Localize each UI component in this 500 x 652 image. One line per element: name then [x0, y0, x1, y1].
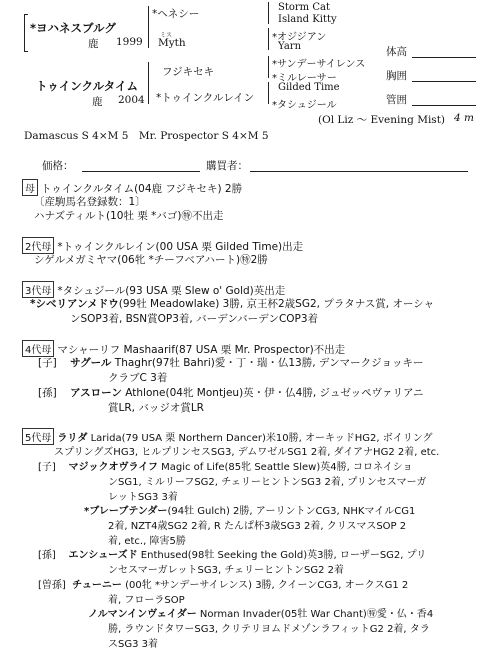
- bracket-line: [148, 6, 149, 48]
- sire-name: *ヨハネスブルグ: [30, 21, 116, 35]
- g5-child-1-cont: ンSG1, ミルリーフSG2, チェリーヒントンSG3 2着, プリンセスマーガ: [108, 477, 427, 488]
- girth-underline: [412, 81, 476, 82]
- height-label: 体高: [386, 46, 407, 58]
- cannon-label: 管囲: [386, 94, 407, 106]
- g4-child-1: [子] サグール Thaghr(97牡 Bahri)愛・丁・瑞・仏13勝, デンマークジョッキー: [38, 357, 424, 369]
- g4-child-2-cont: 賞LR, バッジオ賞LR: [108, 402, 204, 414]
- g4-ancestor: Storm Cat: [278, 2, 330, 13]
- g4-ancestor: *サンデーサイレンス: [272, 59, 366, 70]
- g4-ancestor: Island Kitty: [278, 14, 337, 25]
- g5-child-2-cont: 2着, NZT4歳SG2 2着, R たんぱ杯3歳SG3 2着, クリスマスSOP 2: [108, 521, 407, 532]
- height-underline: [412, 57, 476, 58]
- sire-sire: *ヘネシー: [152, 8, 200, 20]
- section-tag: 2代母: [22, 237, 54, 254]
- g4-child-1-cont: クラブC 3着: [108, 372, 168, 384]
- dam-line-3: ハナズティルト(10牡 栗 *バゴ)㊕不出走: [34, 210, 224, 222]
- section-tag: 5代母: [22, 428, 54, 445]
- inbreeding: Damascus S 4×M 5 Mr. Prospector S 4×M 5: [24, 130, 269, 142]
- g4-ancestor: *オジジアン: [272, 32, 327, 43]
- price-label: 価格：: [42, 160, 74, 172]
- g2-line-2: シゲルメガミヤマ(06牝 *チーフベアハート)㊕2勝: [34, 254, 268, 266]
- bracket-line: [24, 14, 25, 51]
- g5-child-1: [子] マジックオヴライフ Magic of Life(85牝 Seattle Slew)英4勝, コロネイショ: [38, 462, 413, 473]
- price-underline: [82, 171, 200, 172]
- g3-line-2: *シベリアンメドウ(99牡 Meadowlake) 3勝, 京王杯2歳SG2, プラタナス賞, オーシャ: [30, 298, 435, 310]
- g4-child-2: [孫] アスローン Athlone(04牝 Montjeu)英・伊・仏4勝, ジュゼッペヴァリアニ: [38, 387, 424, 399]
- g3-line-3: ンSOP3着, BSN賞OP3着, バーデンバーデンCOP3着: [70, 313, 319, 325]
- g5-child-3: [孫] エンシューズド Enthused(98牡 Seeking the Gold)英3勝, ローザーSG2, プリ: [38, 550, 427, 561]
- girth-label: 胸囲: [386, 70, 407, 82]
- section-tag: 母: [22, 179, 38, 196]
- g4-ancestor: Gilded Time: [278, 82, 340, 93]
- g5-line-1: 5代母 ラリダ Larida(79 USA 栗 Northern Dancer)米10勝, オーキッドHG2, ボイリング: [22, 428, 433, 445]
- g5-child-5-cont: 勝, ラウンドタワーSG3, クリテリヨムドメゾンラフィットG2 2着, タラ: [108, 624, 430, 635]
- g5-child-3-cont: ンセスマーガレットSG3, チェリーヒントンSG2 2着: [108, 565, 345, 576]
- family-line: (Ol Liz ～ Evening Mist): [318, 114, 446, 126]
- g4-ancestor: Yarn: [278, 41, 302, 52]
- bracket-line: [268, 82, 269, 104]
- ruby-text: ミス: [160, 32, 173, 39]
- sire-coat: 鹿: [88, 38, 99, 50]
- g5-child-5-cont: スSG3 3着: [108, 639, 158, 650]
- sire-year: 1999: [116, 36, 143, 48]
- dam-dam: *トゥインクルレイン: [156, 92, 255, 104]
- g5-child-4: [曽孫] チューニー (00牝 *サンデーサイレンス) 3勝, クイーンCG3, オークスG1 2: [38, 580, 409, 591]
- bracket-line: [268, 2, 269, 24]
- buyer-label: 購買者：: [206, 160, 248, 172]
- g5-child-5: ノルマンインヴェイダー Norman Invader(05牡 War Chant)㊕愛・仏・香4: [88, 609, 434, 620]
- g5-child-4-cont: 着, フローラSOP: [108, 595, 185, 606]
- g4-line-1: 4代母 マシャーリフ Mashaarif(87 USA 栗 Mr. Prospector)不出走: [22, 340, 345, 357]
- dam-coat: 鹿: [92, 96, 103, 108]
- bracket-line: [24, 51, 28, 52]
- bracket-line: [268, 28, 269, 50]
- section-tag: 4代母: [22, 340, 54, 357]
- g5-child-2: *ブレーブテンダー(94牡 Gulch) 2勝, アーリントンCG3, NHKマイルCG1: [84, 506, 416, 517]
- g4-ancestor: *ミルレーサー: [272, 73, 337, 84]
- g5-child-2-cont: 着, etc., 障害5勝: [108, 536, 186, 547]
- dam-year: 2004: [118, 94, 145, 106]
- dam-name: トゥインクルタイム: [36, 79, 138, 93]
- cannon-underline: [412, 105, 476, 106]
- family-number: 4 m: [454, 112, 474, 124]
- g5-line-2: スプリングズHG3, ヒルプリンセスSG3, デムワゼルSG1 2着, ダイアナHG2 2着, etc.: [54, 447, 440, 458]
- g3-line-1: 3代母 *タシュジール(93 USA 栗 Slew o' Gold)英出走: [22, 281, 285, 298]
- dam-sire: フジキセキ: [162, 66, 215, 78]
- sire-dam: Myth: [158, 37, 186, 49]
- g4-ancestor: *タシュジール: [272, 100, 337, 111]
- dam-line-1: 母 トゥインクルタイム(04鹿 フジキセキ) 2勝: [22, 179, 242, 196]
- g5-child-1-cont: レットSG3 3着: [108, 492, 178, 503]
- bracket-line: [268, 56, 269, 78]
- section-tag: 3代母: [22, 281, 54, 298]
- bracket-line: [24, 14, 28, 15]
- buyer-underline: [250, 171, 468, 172]
- g2-line-1: 2代母 *トゥインクルレイン(00 USA 栗 Gilded Time)出走: [22, 237, 303, 254]
- dam-line-2: 〔産駒馬名登録数：1〕: [34, 196, 146, 208]
- bracket-line: [148, 62, 149, 104]
